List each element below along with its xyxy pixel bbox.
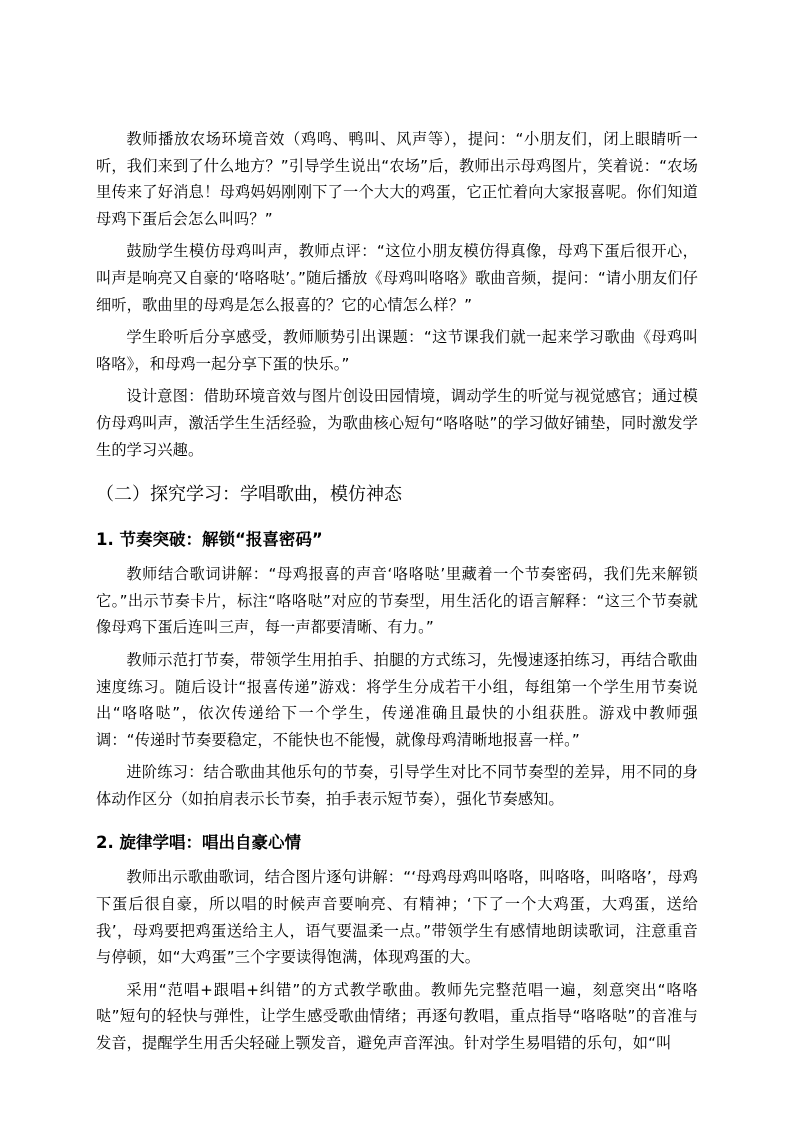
document-page — [96, 126, 698, 1057]
rhythm-paragraph-2: 教师示范打节奏，带领学生用拍手、拍腿的方式练习，先慢速逐拍练习，再结合歌曲速度练习。随后设计“报喜传递”游戏：将学生分成若干小组，每组第一个学生用节奏说出“咯咯哒”，依次传递给下一个学生，传递准确且最快的小组获胜。游戏中教师强调：“传递时节奏要稳定，不能快也不能慢，就像母鸡清晰地报喜一样。” — [96, 650, 698, 749]
intro-paragraph-3: 学生聆听后分享感受，教师顺势引出课题：“这节课我们就一起来学习歌曲《母鸡叫咯咯》，和母鸡一起分享下蛋的快乐。” — [96, 328, 698, 373]
melody-paragraph-2: 采用“范唱+跟唱+纠错”的方式教学歌曲。教师先完整范唱一遍，刻意突出“咯咯哒”短句的轻快与弹性，让学生感受歌曲情绪；再逐句教唱，重点指导“咯咯哒”的音准与发音，提醒学生用舌尖轻碰上颚发音，避免声音浑浊。针对学生易唱错的乐句，如“叫 — [96, 980, 698, 1053]
intro-paragraph-1: 教师播放农场环境音效（鸡鸣、鸭叫、风声等），提问：“小朋友们，闭上眼睛听一听，我们来到了什么地方？”引导学生说出“农场”后，教师出示母鸡图片，笑着说：“农场里传来了好消息！母鸡妈妈刚刚下了一个大大的鸡蛋，它正忙着向大家报喜呢。你们知道母鸡下蛋后会怎么叫吗？” — [96, 130, 698, 228]
subsection-heading-rhythm: 1. 节奏突破：解锁“报喜密码” — [96, 530, 323, 550]
rhythm-paragraph-1: 教师结合歌词讲解：“母鸡报喜的声音‘咯咯哒’里藏着一个节奏密码，我们先来解锁它。”出示节奏卡片，标注“咯咯哒”对应的节奏型，用生活化的语言解释：“这三个节奏就像母鸡下蛋后连叫三声，每一声都要清晰、有力。” — [96, 565, 698, 637]
section-heading: （二）探究学习：学唱歌曲，模仿神态 — [96, 484, 402, 506]
intro-paragraph-2: 鼓励学生模仿母鸡叫声，教师点评：“这位小朋友模仿得真像，母鸡下蛋后很开心，叫声是响亮又自豪的‘咯咯哒’。”随后播放《母鸡叫咯咯》歌曲音频，提问：“请小朋友们仔细听，歌曲里的母鸡是怎么报喜的？它的心情怎么样？” — [96, 242, 698, 314]
melody-paragraph-1: 教师出示歌曲歌词，结合图片逐句讲解：“‘母鸡母鸡叫咯咯，叫咯咯，叫咯咯’，母鸡下蛋后很自豪，所以唱的时候声音要响亮、有精神；‘下了一个大鸡蛋，大鸡蛋，送给我’，母鸡要把鸡蛋送给主人，语气要温柔一点。”带领学生有感情地朗读歌词，注意重音与停顿，如“大鸡蛋”三个字要读得饱满，体现鸡蛋的大。 — [96, 868, 698, 967]
design-intent-paragraph: 设计意图：借助环境音效与图片创设田园情境，调动学生的听觉与视觉感官；通过模仿母鸡叫声，激活学生生活经验，为歌曲核心短句“咯咯哒”的学习做好铺垫，同时激发学生的学习兴趣。 — [96, 387, 698, 459]
subsection-heading-melody: 2. 旋律学唱：唱出自豪心情 — [96, 833, 301, 853]
rhythm-paragraph-3: 进阶练习：结合歌曲其他乐句的节奏，引导学生对比不同节奏型的差异，用不同的身体动作区分（如拍肩表示长节奏，拍手表示短节奏），强化节奏感知。 — [96, 763, 698, 808]
